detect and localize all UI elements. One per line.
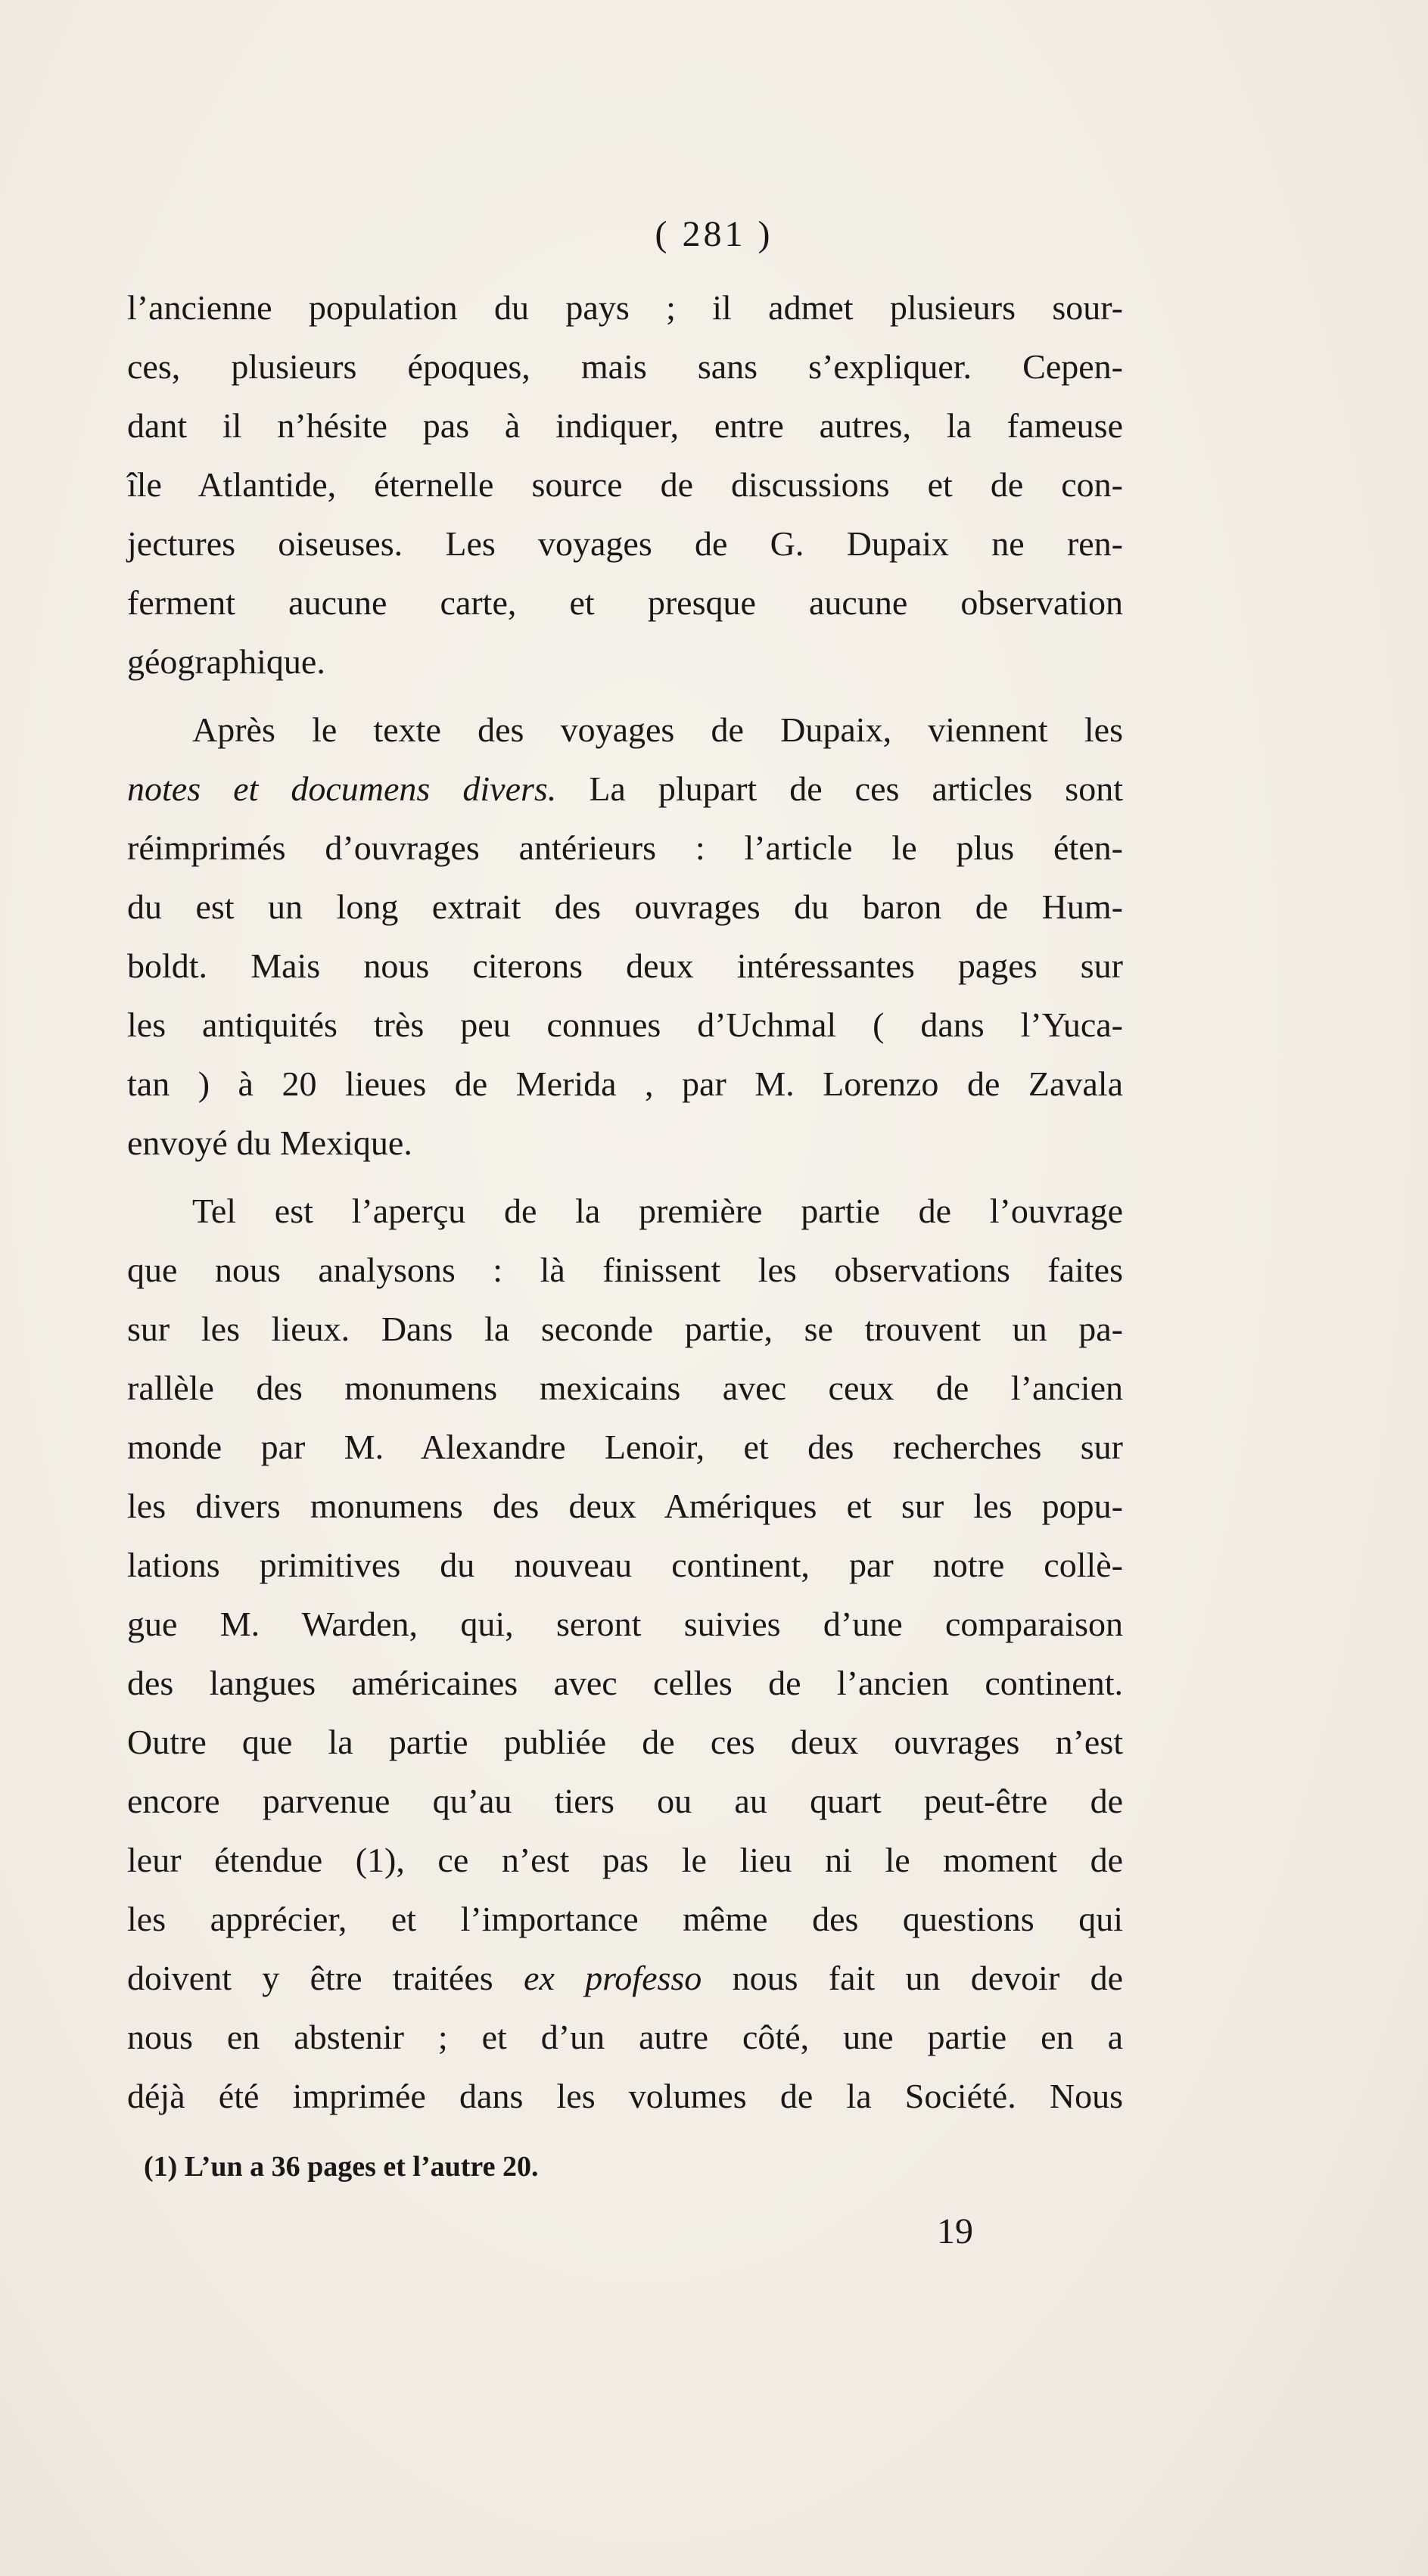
text-line: du est un long extrait des ouvrages du baron de Hum- (127, 887, 1123, 926)
text-line: dant il n’hésite pas à indiquer, entre autres, la fameuse (127, 406, 1123, 445)
text-line: que nous analysons : là finissent les observations faites (127, 1251, 1123, 1289)
text-line: Outre que la partie publiée de ces deux ouvrages n’est (127, 1723, 1123, 1761)
text-line-italic-start: notes et documens divers. La plupart de ces articles sont (127, 769, 1123, 808)
text-line: gue M. Warden, qui, seront suivies d’une comparaison (127, 1605, 1123, 1643)
text-line: encore parvenue qu’au tiers ou au quart peut-être de (127, 1782, 1123, 1820)
text-line: Après le texte des voyages de Dupaix, viennent les (192, 710, 1123, 749)
text-line: jectures oiseuses. Les voyages de G. Dupaix ne ren- (127, 524, 1123, 563)
text-line: les antiquités très peu connues d’Uchmal ( dans l’Yuca- (127, 1005, 1123, 1044)
text-line: déjà été imprimée dans les volumes de la Société. Nous (127, 2077, 1123, 2115)
text-line: nous en abstenir ; et d’un autre côté, une partie en a (127, 2018, 1123, 2056)
paragraph (127, 701, 1123, 1173)
text-line: boldt. Mais nous citerons deux intéressantes pages sur (127, 946, 1123, 985)
footnote: (1) L’un a 36 pages et l’autre 20. (144, 2151, 539, 2183)
text-line-italic-mid: doivent y être traitées ex professo nous fait un devoir de (127, 1959, 1123, 1997)
text-line: géographique. (127, 642, 325, 681)
text-line: lations primitives du nouveau continent, par notre collè- (127, 1546, 1123, 1584)
text-line: ces, plusieurs époques, mais sans s’expliquer. Cepen- (127, 347, 1123, 386)
text-line: les apprécier, et l’importance même des questions qui (127, 1900, 1123, 1938)
paragraph (127, 278, 1123, 691)
body-text (127, 278, 1123, 2126)
text-line: tan ) à 20 lieues de Merida , par M. Lorenzo de Zavala (127, 1064, 1123, 1103)
page-number: ( 281 ) (655, 214, 773, 254)
text-line: envoyé du Mexique. (127, 1123, 412, 1162)
text-line: rallèle des monumens mexicains avec ceux de l’ancien (127, 1369, 1123, 1407)
text-line: des langues américaines avec celles de l’ancien continent. (127, 1664, 1123, 1702)
text-line: île Atlantide, éternelle source de discussions et de con- (127, 465, 1123, 504)
paragraph (127, 1182, 1123, 2126)
text-line: réimprimés d’ouvrages antérieurs : l’article le plus éten- (127, 828, 1123, 867)
text-line: sur les lieux. Dans la seconde partie, se trouvent un pa- (127, 1310, 1123, 1348)
signature-mark: 19 (937, 2211, 973, 2251)
italic-phrase: ex professo (523, 1959, 702, 1997)
text-line: l’ancienne population du pays ; il admet plusieurs sour- (127, 288, 1123, 327)
text-line: Tel est l’aperçu de la première partie de l’ouvrage (192, 1192, 1123, 1230)
text-line: les divers monumens des deux Amériques et sur les popu- (127, 1487, 1123, 1525)
text-line: monde par M. Alexandre Lenoir, et des recherches sur (127, 1428, 1123, 1466)
italic-phrase: notes et documens divers. (127, 769, 557, 808)
text-line: leur étendue (1), ce n’est pas le lieu ni le moment de (127, 1841, 1123, 1879)
text-line: ferment aucune carte, et presque aucune observation (127, 583, 1123, 622)
